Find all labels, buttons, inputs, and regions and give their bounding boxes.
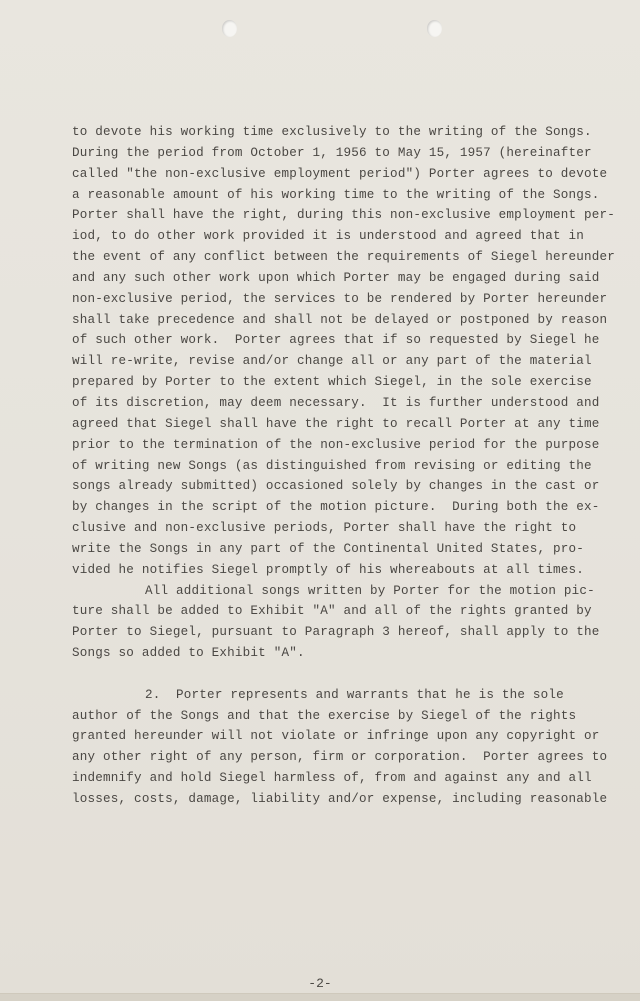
text-line: any other right of any person, firm or corporation. Porter agrees to <box>72 750 608 765</box>
text-line: and any such other work upon which Porter may be engaged during said <box>72 270 600 285</box>
text-line: author of the Songs and that the exercise by Siegel of the rights <box>72 708 577 723</box>
text-line: losses, costs, damage, liability and/or expense, including reasonable <box>72 792 608 806</box>
text-line: of such other work. Porter agrees that if so requested by Siegel he <box>72 333 600 348</box>
text-line: called "the non-exclusive employment period") Porter agrees to devote <box>72 166 608 181</box>
document-body <box>72 122 616 810</box>
text-line: indemnify and hold Siegel harmless of, from and against any and all <box>72 771 592 786</box>
text-line: All additional songs written by Porter for the motion pic- <box>145 583 595 598</box>
page-number: -2- <box>308 976 332 991</box>
text-line: agreed that Siegel shall have the right to recall Porter at any time <box>72 416 600 431</box>
text-line: will re-write, revise and/or change all or any part of the material <box>72 354 592 369</box>
text-line: songs already submitted) occasioned solely by changes in the cast or <box>72 479 600 494</box>
text-line: non-exclusive period, the services to be rendered by Porter hereunder <box>72 291 608 306</box>
punch-hole <box>222 20 237 37</box>
text-line: to devote his working time exclusively to the writing of the Songs. <box>72 125 592 139</box>
text-line: iod, to do other work provided it is understood and agreed that in <box>72 229 584 244</box>
text-line: of writing new Songs (as distinguished from revising or editing the <box>72 458 592 473</box>
text-line: vided he notifies Siegel promptly of his whereabouts at all times. <box>72 562 584 577</box>
text-line: Songs so added to Exhibit "A". <box>72 646 305 661</box>
text-line: Porter shall have the right, during this non-exclusive employment per- <box>72 208 616 223</box>
text-line: granted hereunder will not violate or infringe upon any copyright or <box>72 729 600 744</box>
text-line: the event of any conflict between the requirements of Siegel hereunder <box>72 250 616 265</box>
text-line: Porter to Siegel, pursuant to Paragraph 3 hereof, shall apply to the <box>72 625 600 640</box>
text-line: write the Songs in any part of the Continental United States, pro- <box>72 541 584 556</box>
text-line: prior to the termination of the non-exclusive period for the purpose <box>72 437 600 452</box>
text-line <box>72 664 592 685</box>
text-line: ture shall be added to Exhibit "A" and all of the rights granted by <box>72 604 592 619</box>
text-line: of its discretion, may deem necessary. It is further understood and <box>72 395 600 410</box>
text-line: shall take precedence and shall not be delayed or postponed by reason <box>72 312 608 327</box>
text-line: During the period from October 1, 1956 to May 15, 1957 (hereinafter <box>72 145 592 160</box>
text-line: a reasonable amount of his working time to the writing of the Songs. <box>72 187 600 202</box>
punch-hole <box>427 20 442 37</box>
text-line: 2. Porter represents and warrants that he is the sole <box>145 687 564 702</box>
text-line: by changes in the script of the motion picture. During both the ex- <box>72 500 600 515</box>
text-line: prepared by Porter to the extent which Siegel, in the sole exercise <box>72 375 592 390</box>
text-line: clusive and non-exclusive periods, Porter shall have the right to <box>72 521 577 536</box>
